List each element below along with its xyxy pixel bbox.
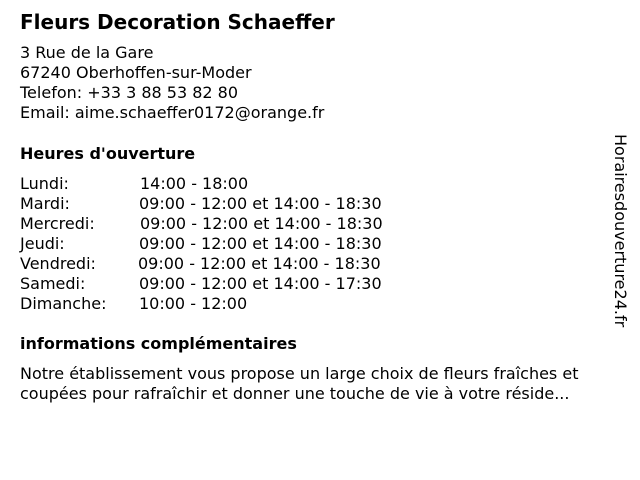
additional-info-text: Notre établissement vous propose un large choix de fleurs fraîches et coupées pour rafraîchir et donner une touche de vie à votre réside... (20, 364, 579, 403)
address-city: 67240 Oberhoffen-sur-Moder (20, 63, 252, 82)
email-address: Email: aime.schaeffer0172@orange.fr (20, 103, 325, 122)
time-value: 09:00 - 12:00 et 14:00 - 18:30 (138, 254, 381, 273)
time-value: 09:00 - 12:00 et 14:00 - 18:30 (139, 194, 382, 213)
time-value: 10:00 - 12:00 (139, 294, 248, 313)
time-value: 09:00 - 12:00 et 14:00 - 18:30 (140, 214, 383, 233)
business-name: Fleurs Decoration Schaeffer (20, 10, 335, 34)
time-value: 14:00 - 18:00 (140, 174, 249, 193)
opening-hours-heading: Heures d'ouverture (20, 144, 196, 163)
time-value: 09:00 - 12:00 et 14:00 - 18:30 (139, 234, 382, 253)
address-street: 3 Rue de la Gare (20, 43, 154, 62)
time-value: 09:00 - 12:00 et 14:00 - 17:30 (139, 274, 382, 293)
site-watermark-text: Horairesdouverture24.fr (611, 134, 630, 328)
site-watermark (608, 134, 632, 346)
additional-info-heading: informations complémentaires (20, 334, 297, 353)
phone-number: Telefon: +33 3 88 53 82 80 (20, 83, 239, 102)
contact-block (20, 43, 324, 123)
